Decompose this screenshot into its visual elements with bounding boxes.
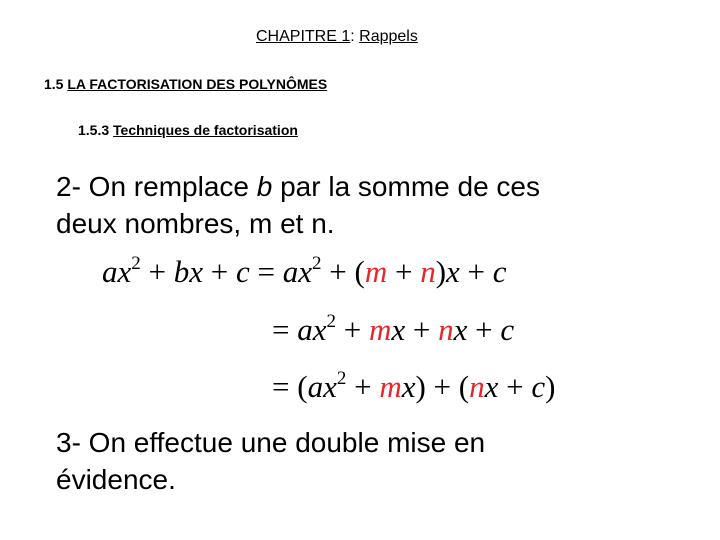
- eq1-ax-right: ax: [282, 254, 313, 289]
- eq2-nx-x: x: [453, 312, 468, 347]
- eq1-c: c: [236, 254, 250, 289]
- eq2-ax: ax: [297, 312, 327, 347]
- eq1-exponent-2: 2: [312, 253, 322, 274]
- eq1-bx: bx: [173, 254, 204, 289]
- step-3-line-2: évidence.: [56, 464, 176, 495]
- subsection-number: 1.5.3: [78, 122, 114, 138]
- eq1-n: n: [420, 254, 436, 289]
- step-3-text: [56, 424, 676, 498]
- eq1-plus-5: +: [459, 254, 493, 289]
- section-number: 1.5: [44, 76, 68, 92]
- eq3-plus-2: +: [425, 369, 459, 404]
- equation-line-3: [272, 368, 555, 404]
- eq3-ax: ax: [307, 369, 337, 404]
- eq3-exponent: 2: [336, 368, 347, 389]
- eq2-plus-3: +: [467, 312, 501, 347]
- chapter-label: CHAPITRE 1: [256, 28, 351, 45]
- eq3-nx-x: x: [484, 369, 499, 404]
- step-2-line-1-start: 2- On remplace: [56, 171, 257, 202]
- eq3-plus-3: +: [498, 369, 532, 404]
- eq1-open-paren: (: [354, 254, 365, 289]
- equation-line-1: [102, 253, 507, 289]
- eq1-exponent-1: 2: [131, 253, 141, 274]
- eq3-m: m: [379, 369, 402, 404]
- eq3-close-paren-2: ): [545, 369, 556, 404]
- eq3-mx-x: x: [401, 369, 416, 404]
- step-3-line-1: 3- On effectue une double mise en: [56, 427, 486, 458]
- subsection-title: Techniques de factorisation: [113, 122, 298, 138]
- eq2-plus-2: +: [405, 312, 439, 347]
- eq2-plus-1: +: [336, 312, 369, 347]
- eq1-close-paren: ): [435, 254, 447, 289]
- eq2-mx-x: x: [391, 312, 406, 347]
- eq3-open-paren-1: (: [297, 369, 308, 404]
- eq1-plus-2: +: [203, 254, 236, 289]
- step-2-line-1-end: par la somme de ces: [272, 171, 540, 202]
- eq3-c: c: [531, 369, 546, 404]
- eq3-equals: =: [272, 369, 298, 404]
- step-2-line-2: deux nombres, m et n.: [56, 208, 335, 239]
- eq2-n: n: [438, 312, 454, 347]
- eq1-equals: =: [249, 254, 283, 289]
- equation-line-2: [272, 311, 514, 347]
- section-title: LA FACTORISATION DES POLYNÔMES: [67, 76, 328, 92]
- eq3-close-paren-1: ): [415, 369, 426, 404]
- eq1-x: x: [446, 254, 460, 289]
- eq3-open-paren-2: (: [458, 369, 470, 404]
- eq1-plus-1: +: [140, 254, 174, 289]
- eq2-exponent: 2: [326, 311, 336, 332]
- eq2-m: m: [368, 312, 392, 347]
- eq2-equals: =: [272, 312, 298, 347]
- chapter-separator: :: [350, 28, 360, 45]
- eq1-plus-3: +: [321, 254, 355, 289]
- step-2-variable-b: b: [256, 171, 273, 202]
- eq3-n: n: [469, 369, 485, 404]
- eq1-plus-4: +: [387, 254, 421, 289]
- chapter-topic: Rappels: [359, 28, 418, 45]
- eq2-c: c: [500, 312, 515, 347]
- eq1-m: m: [364, 254, 388, 289]
- eq1-c-right: c: [492, 254, 507, 289]
- eq1-ax: ax: [102, 254, 132, 289]
- eq3-plus-1: +: [346, 369, 380, 404]
